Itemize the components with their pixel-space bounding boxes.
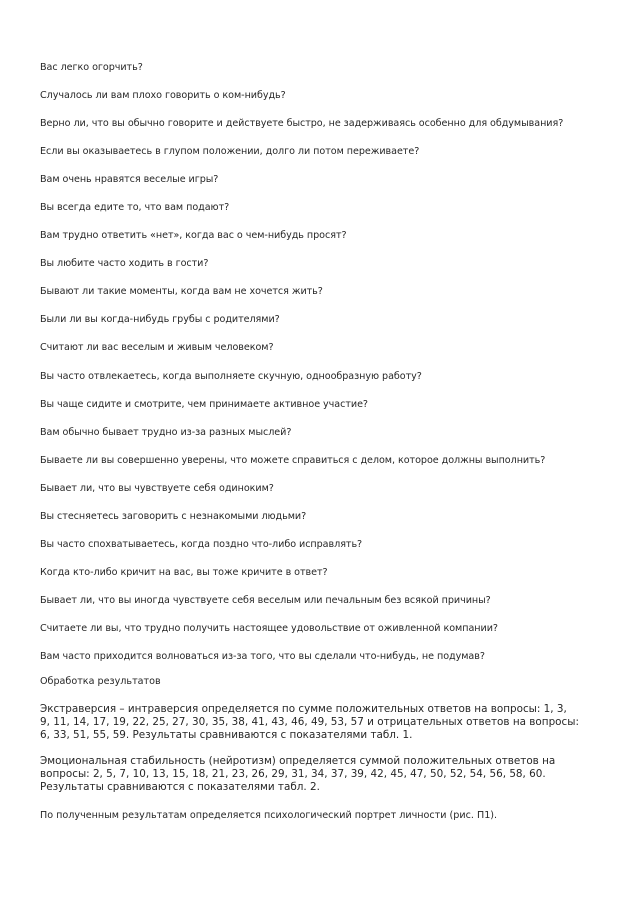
question-item: Бывают ли такие моменты, когда вам не хочется жить? xyxy=(40,286,323,298)
extraversion-paragraph: Экстраверсия – интраверсия определяется по сумме положительных ответов на вопросы: 1, 3, 9, 11, 14, 17, 19, 22, 25, 27, 30, 35, 38, 41, 43, 46, 49, 53, 57 и отрицательных ответов на вопросы: 6, 33, 51, 55, 59. Результаты сравниваются с показателями табл. 1. xyxy=(40,703,579,741)
question-item: Бывает ли, что вы чувствуете себя одиноким? xyxy=(40,482,274,494)
portrait-paragraph: По полученным результатам определяется психологический портрет личности (рис. П1). xyxy=(40,810,498,821)
question-item: Если вы оказываетесь в глупом положении, долго ли потом переживаете? xyxy=(40,146,420,158)
question-item: Были ли вы когда-нибудь грубы с родителями? xyxy=(40,314,280,326)
question-item: Вам очень нравятся веселые игры? xyxy=(40,174,219,186)
question-item: Вы чаще сидите и смотрите, чем принимаете активное участие? xyxy=(40,398,368,410)
question-item: Вы стесняетесь заговорить с незнакомыми людьми? xyxy=(40,510,307,522)
question-item: Бывает ли, что вы иногда чувствуете себя веселым или печальным без всякой причины? xyxy=(40,594,491,606)
question-item: Когда кто-либо кричит на вас, вы тоже кричите в ответ? xyxy=(40,566,328,578)
question-item: Вас легко огорчить? xyxy=(40,62,143,73)
question-item: Вы часто спохватываетесь, когда поздно что-либо исправлять? xyxy=(40,538,363,550)
question-item: Считаете ли вы, что трудно получить настоящее удовольствие от оживленной компании? xyxy=(40,622,498,634)
question-item: Вам трудно ответить «нет», когда вас о чем-нибудь просят? xyxy=(40,230,347,242)
results-section-title: Обработка результатов xyxy=(40,676,161,687)
question-item: Случалось ли вам плохо говорить о ком-нибудь? xyxy=(40,90,286,102)
question-item: Вы любите часто ходить в гости? xyxy=(40,258,209,270)
question-item: Бываете ли вы совершенно уверены, что можете справиться с делом, которое должны выполнить? xyxy=(40,454,546,466)
neuroticism-paragraph: Эмоциональная стабильность (нейротизм) определяется суммой положительных ответов на вопросы: 2, 5, 7, 10, 13, 15, 18, 21, 23, 26, 29, 31, 34, 37, 39, 42, 45, 47, 50, 52, 54, 56, 58, 60. Результаты сравниваются с показателями табл. 2. xyxy=(40,755,556,793)
question-item: Вы часто отвлекаетесь, когда выполняете скучную, однообразную работу? xyxy=(40,370,422,382)
question-item: Вы всегда едите то, что вам подают? xyxy=(40,202,230,214)
question-item: Верно ли, что вы обычно говорите и действуете быстро, не задерживаясь особенно для обдумывания? xyxy=(40,118,564,130)
question-list xyxy=(40,61,563,678)
question-item: Вам обычно бывает трудно из-за разных мыслей? xyxy=(40,426,292,438)
question-item: Вам часто приходится волноваться из-за того, что вы сделали что-нибудь, не подумав? xyxy=(40,650,485,662)
question-item: Считают ли вас веселым и живым человеком? xyxy=(40,342,274,354)
